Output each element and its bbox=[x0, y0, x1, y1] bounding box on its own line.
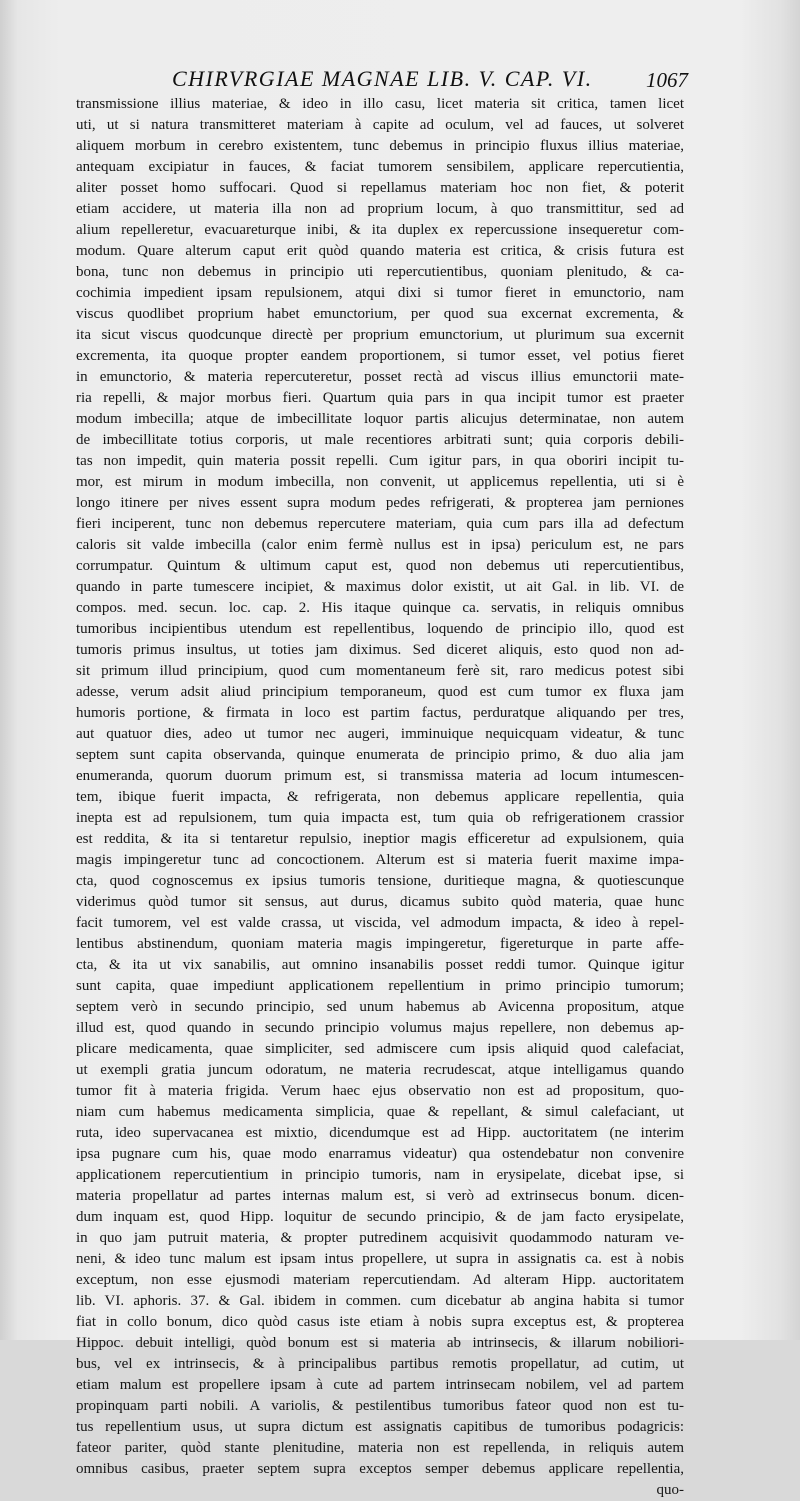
text-line-content: compos. med. secun. loc. cap. 2. His itaque quinque ca. servatis, in reliquis omnibus bbox=[76, 600, 684, 616]
text-line-content: ita sicut viscus quodcunque directè per proprium emunctorium, ut plurimum sua excernit bbox=[76, 327, 684, 343]
body-text bbox=[76, 94, 684, 1501]
text-line-content: caloris sit valde imbecilla (calor enim fermè nullus est in ipsa) periculum est, ne pars bbox=[76, 537, 684, 553]
text-line bbox=[76, 1207, 684, 1228]
text-line bbox=[76, 514, 684, 535]
text-line bbox=[76, 409, 684, 430]
text-line-content: bus, vel ex intrinsecis, & à principalibus partibus remotis propellatur, ad cutim, ut bbox=[76, 1356, 684, 1372]
text-line bbox=[76, 1228, 684, 1249]
text-line bbox=[76, 661, 684, 682]
text-line bbox=[76, 451, 684, 472]
text-line bbox=[76, 136, 684, 157]
text-line bbox=[76, 1144, 684, 1165]
text-line-content: ut exempli gratia juncum odoratum, ne materia recrudescat, atque intelligamus quando bbox=[76, 1062, 684, 1078]
text-line bbox=[76, 1039, 684, 1060]
text-line-content: aliquem morbum in cerebro existentem, tunc debemus in principio fluxus illius materiae, bbox=[76, 138, 684, 154]
text-line bbox=[76, 535, 684, 556]
text-line-content: lentibus abstinendum, quoniam materia magis impingeretur, figereturque in parte affe- bbox=[76, 936, 684, 952]
text-line bbox=[76, 829, 684, 850]
text-line-content: uti, ut si natura transmitteret materiam à capite ad oculum, vel ad fauces, ut solveret bbox=[76, 117, 684, 133]
text-line bbox=[76, 1270, 684, 1291]
text-line bbox=[76, 1291, 684, 1312]
text-line-content: septem verò in secundo principio, sed unum habemus ab Avicenna propositum, atque bbox=[76, 999, 684, 1015]
text-line bbox=[76, 1375, 684, 1396]
text-line bbox=[76, 1459, 684, 1480]
text-line-content: etiam malum est propellere ipsam à cute ad partem intrinsecam nobilem, vel ad partem bbox=[76, 1377, 684, 1393]
text-line-content: applicationem repercutientium in principio tumoris, nam in erysipelate, dicebat ipse, si bbox=[76, 1167, 684, 1183]
text-line bbox=[76, 724, 684, 745]
text-line-content: niam cum habemus medicamenta simplicia, quae & repellant, & simul calefaciant, ut bbox=[76, 1104, 684, 1120]
text-line-content: Hippoc. debuit intelligi, quòd bonum est si materia ab intrinsecis, & illarum nobiliori- bbox=[76, 1335, 684, 1351]
text-line-content: dum inquam est, quod Hipp. loquitur de secundo principio, & de jam facto erysipelate, bbox=[76, 1209, 684, 1225]
text-line bbox=[76, 304, 684, 325]
text-line bbox=[76, 388, 684, 409]
text-line bbox=[76, 346, 684, 367]
text-line-content: propinquam parti nobili. A variolis, & pestilentibus tumoribus fateor quod non est tu- bbox=[76, 1398, 684, 1414]
text-line bbox=[76, 556, 684, 577]
text-line-content: modum. Quare alterum caput erit quòd quando materia est critica, & crisis futura est bbox=[76, 243, 684, 259]
text-line-content: plicare medicamenta, quae simpliciter, sed admiscere cum ipsis aliquid quod calefaciat, bbox=[76, 1041, 684, 1057]
text-line bbox=[76, 1333, 684, 1354]
text-line-content: tas non impedit, quin materia possit repelli. Cum igitur pars, in qua oboriri incipit tu- bbox=[76, 453, 684, 469]
text-line-content: illud est, quod quando in secundo principio volumus majus repellere, non debemus ap- bbox=[76, 1020, 684, 1036]
text-line-content: adesse, verum adsit aliud principium temporaneum, quod est cum tumor ex fluxa jam bbox=[76, 684, 684, 700]
text-line bbox=[76, 808, 684, 829]
text-line bbox=[76, 1438, 684, 1459]
text-line-content: cochimia impedient ipsam repulsionem, atqui dixi si tumor fieret in emunctorio, nam bbox=[76, 285, 684, 301]
text-line bbox=[76, 598, 684, 619]
text-line-content: transmissione illius materiae, & ideo in illo casu, licet materia sit critica, tamen licet bbox=[76, 96, 684, 112]
text-line bbox=[76, 325, 684, 346]
text-line-content: longo itinere per nives essent supra modum pedes refrigerati, & propterea jam perniones bbox=[76, 495, 684, 511]
text-line bbox=[76, 1165, 684, 1186]
text-line-content: septem sunt capita observanda, quinque enumerata de principio primo, & duo alia jam bbox=[76, 747, 684, 763]
text-line bbox=[76, 262, 684, 283]
text-line bbox=[76, 850, 684, 871]
text-line-content: modum imbecilla; atque de imbecillitate loquor partis alicujus determinatae, non autem bbox=[76, 411, 684, 427]
text-line-content: inepta est ad repulsionem, tum quia impacta est, tum quia ob refrigerationem crassior bbox=[76, 810, 684, 826]
text-line bbox=[76, 745, 684, 766]
text-line-content: omnibus casibus, praeter septem supra exceptos semper debemus applicare repellentia, bbox=[76, 1461, 684, 1477]
text-line bbox=[76, 766, 684, 787]
text-line-content: ipsa pugnare cum his, quae modo enarramus videatur) qua ostendebatur non convenire bbox=[76, 1146, 684, 1162]
text-line-content: lib. VI. aphoris. 37. & Gal. ibidem in commen. cum dicebatur ab angina habita si tumor bbox=[76, 1293, 684, 1309]
text-line-content: fieri inciperent, tunc non debemus repercutere materiam, quia cum pars illa ad defectum bbox=[76, 516, 684, 532]
text-line-content: mor, est mirum in modum imbecilla, non convenit, ut applicemus repellentia, uti si è bbox=[76, 474, 684, 490]
text-line-content: etiam accidere, ut materia illa non ad proprium locum, à quo transmittitur, sed ad bbox=[76, 201, 684, 217]
text-line bbox=[76, 997, 684, 1018]
text-line-content: corrumpatur. Quintum & ultimum caput est, quod non debemus uti repercutientibus, bbox=[76, 558, 684, 574]
text-line-content: bona, tunc non debemus in principio uti repercutientibus, quoniam plenitudo, & ca- bbox=[76, 264, 684, 280]
text-line-content: alium repelleretur, evacuareturque inibi, & ita duplex ex repercussione insequeretur com- bbox=[76, 222, 684, 238]
text-line-content: humoris portione, & firmata in loco est partim factus, perduratque aliquando per tres, bbox=[76, 705, 684, 721]
text-line bbox=[76, 577, 684, 598]
catchword bbox=[76, 1480, 684, 1501]
text-line bbox=[76, 1354, 684, 1375]
text-line bbox=[76, 787, 684, 808]
text-line bbox=[76, 157, 684, 178]
text-line bbox=[76, 892, 684, 913]
text-line bbox=[76, 1249, 684, 1270]
text-line bbox=[76, 682, 684, 703]
text-line bbox=[76, 1312, 684, 1333]
text-line bbox=[76, 283, 684, 304]
text-line bbox=[76, 1060, 684, 1081]
running-head: CHIRVRGIAE MAGNAE LIB. V. CAP. VI. bbox=[172, 66, 593, 91]
text-line bbox=[76, 241, 684, 262]
text-line-content: tumoribus incipientibus utendum est repellentibus, loquendo de principio illo, quod est bbox=[76, 621, 684, 637]
text-line-content: in quo jam putruit materia, & propter putredinem acquisivit quodammodo naturam ve- bbox=[76, 1230, 684, 1246]
text-line-content: cta, & ita ut vix sanabilis, aut omnino insanabilis posset reddi tumor. Quinque igitur bbox=[76, 957, 684, 973]
text-line bbox=[76, 871, 684, 892]
text-line bbox=[76, 1081, 684, 1102]
text-line-content: ria repelli, & major morbus fieri. Quartum quia pars in qua incipit tumor est praeter bbox=[76, 390, 684, 406]
text-line-content: facit tumorem, vel est valde crassa, ut viscida, vel admodum impacta, & ideo à repel- bbox=[76, 915, 684, 931]
text-line bbox=[76, 934, 684, 955]
text-line-content: ruta, ideo supervacanea est mixtio, dicendumque est ad Hipp. auctoritatem (ne interim bbox=[76, 1125, 684, 1141]
catchword-text: quo- bbox=[656, 1482, 684, 1498]
text-line-content: sunt capita, quae impediunt applicationem repellentium in primo principio tumorum; bbox=[76, 978, 684, 994]
text-line-content: enumeranda, quorum duorum primum est, si transmissa materia ad locum intumescen- bbox=[76, 768, 684, 784]
text-line-content: antequam excipiatur in fauces, & faciat tumorem sensibilem, applicare repercutientia, bbox=[76, 159, 684, 175]
text-line-content: exceptum, non esse ejusmodi materiam repercutiendam. Ad alteram Hipp. auctoritatem bbox=[76, 1272, 684, 1288]
text-line bbox=[76, 913, 684, 934]
text-line bbox=[76, 955, 684, 976]
text-line bbox=[76, 703, 684, 724]
text-line-content: tumor fit à materia frigida. Verum haec ejus observatio non est ad propositum, quo- bbox=[76, 1083, 684, 1099]
text-line bbox=[76, 1018, 684, 1039]
text-line-content: fateor pariter, quòd stante plenitudine, materia non est repellenda, in reliquis autem bbox=[76, 1440, 684, 1456]
text-line bbox=[76, 178, 684, 199]
text-line-content: viscus quodlibet proprium habet emunctorium, per quod sua excernat excrementa, & bbox=[76, 306, 684, 322]
text-line-content: in emunctorio, & materia repercuteretur, posset rectà ad viscus illius emunctorii mate- bbox=[76, 369, 684, 385]
text-line-content: cta, quod cognoscemus ex ipsius tumoris tensione, duritieque magna, & quotiescunque bbox=[76, 873, 684, 889]
text-line bbox=[76, 115, 684, 136]
text-line bbox=[76, 220, 684, 241]
text-line-content: sit primum illud principium, quod cum momentaneum ferè sit, raro medicus potest sibi bbox=[76, 663, 684, 679]
text-line bbox=[76, 430, 684, 451]
text-line-content: fiat in collo bonum, dico quòd casus iste etiam à nobis supra exceptus est, & propterea bbox=[76, 1314, 684, 1330]
text-line bbox=[76, 1396, 684, 1417]
text-line bbox=[76, 94, 684, 115]
text-line bbox=[76, 1102, 684, 1123]
text-line-content: aut quatuor dies, adeo ut tumor nec augeri, imminuique nequicquam videatur, & tunc bbox=[76, 726, 684, 742]
text-line bbox=[76, 367, 684, 388]
text-line bbox=[76, 493, 684, 514]
page-number: 1067 bbox=[646, 68, 688, 92]
text-line bbox=[76, 619, 684, 640]
text-line bbox=[76, 1186, 684, 1207]
text-line-content: aliter posset homo suffocari. Quod si repellamus materiam hoc non fiet, & poterit bbox=[76, 180, 684, 196]
page-header bbox=[72, 64, 688, 94]
text-line bbox=[76, 640, 684, 661]
text-line-content: magis impingeretur tunc ad concoctionem. Alterum est si materia fuerit maxime impa- bbox=[76, 852, 684, 868]
text-line-content: est reddita, & ita si tentaretur repulsio, ineptior magis efficeretur ad expulsionem, quia bbox=[76, 831, 684, 847]
text-line bbox=[76, 1417, 684, 1438]
text-line-content: tem, ibique fuerit impacta, & refrigerata, non debemus applicare repellentia, quia bbox=[76, 789, 684, 805]
text-line-content: tus repellentium usus, ut supra dictum est assignatis capitibus de tumoribus podagricis: bbox=[76, 1419, 684, 1435]
text-line bbox=[76, 976, 684, 997]
text-line bbox=[76, 199, 684, 220]
text-line-content: excrementa, ita quoque propter eandem proportionem, si tumor esset, vel potius fieret bbox=[76, 348, 684, 364]
text-line-content: materia propellatur ad partes internas malum est, si verò ad extrinsecus bonum. dicen- bbox=[76, 1188, 684, 1204]
text-line-content: quando in parte tumescere incipiet, & maximus dolor existit, ut ait Gal. in lib. VI. de bbox=[76, 579, 684, 595]
text-line-content: viderimus quòd tumor sit sensus, aut durus, dicamus subito quòd materia, quae hunc bbox=[76, 894, 684, 910]
text-line-content: de imbecillitate totius corporis, ut male recentiores arbitrati sunt; quia corporis debili- bbox=[76, 432, 684, 448]
text-line bbox=[76, 1123, 684, 1144]
text-line-content: tumoris primus insultus, ut toties jam diximus. Sed diceret aliquis, esto quod non ad- bbox=[76, 642, 684, 658]
text-line-content: neni, & ideo tunc malum est ipsam intus propellere, ut supra in assignatis ca. est à nobis bbox=[76, 1251, 684, 1267]
text-line bbox=[76, 472, 684, 493]
